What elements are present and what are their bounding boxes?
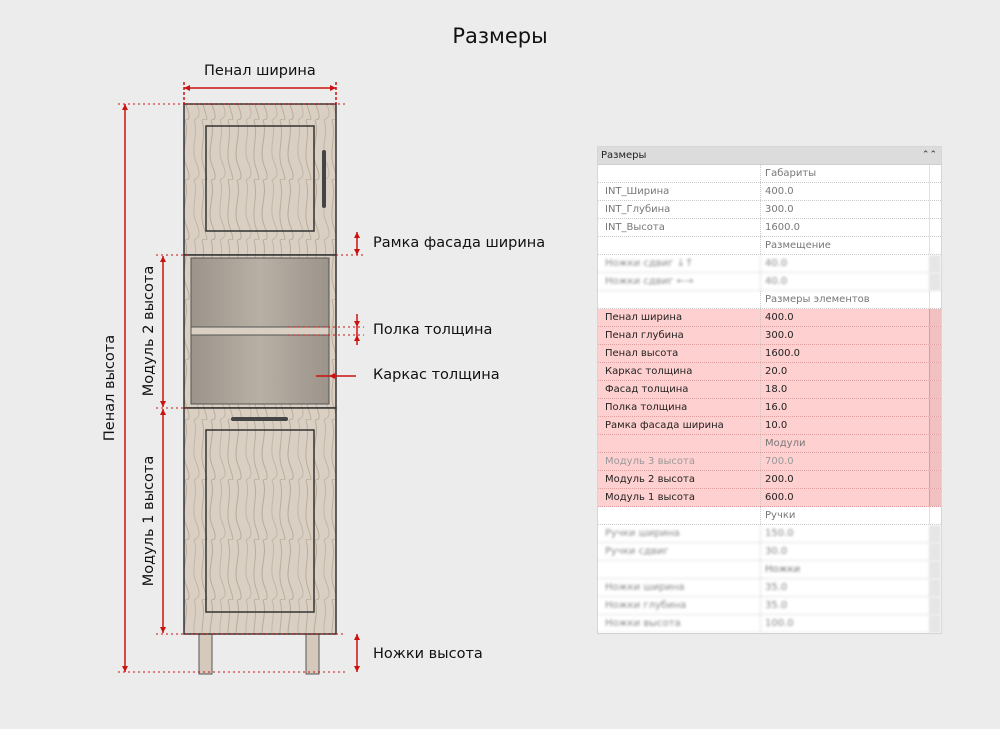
row-side-cell [929,471,941,488]
property-name: Пенал глубина [598,327,761,344]
property-row[interactable] [598,219,941,237]
page-title: Размеры [452,24,548,48]
total-height-label: Пенал высота [102,334,118,442]
property-row[interactable] [598,399,941,417]
row-side-cell [929,417,941,434]
row-side-cell [929,345,941,362]
property-value[interactable]: 30.0 [765,546,788,557]
property-name [598,507,761,524]
frame-width-label: Рамка фасада ширина [373,235,546,251]
property-name: INT_Глубина [598,201,761,218]
property-row[interactable] [598,183,941,201]
row-side-cell [929,165,941,182]
property-value[interactable]: 700.0 [765,456,794,467]
bottom-module [184,408,336,634]
row-side-cell [929,201,941,218]
properties-header[interactable]: Размеры ⌃⌃ [598,147,941,165]
property-value[interactable]: Модули [765,438,806,449]
property-name [598,561,761,578]
property-name: Ножки глубина [598,597,761,614]
property-name: Ручки сдвиг [598,543,761,560]
property-name: Фасад толщина [598,381,761,398]
row-side-cell [929,219,941,236]
top-door-handle [322,150,326,208]
shelf [191,327,329,335]
row-side-cell [929,453,941,470]
property-name: Модуль 2 высота [598,471,761,488]
property-name: Пенал ширина [598,309,761,326]
property-value[interactable]: Размещение [765,240,831,251]
row-side-cell [929,507,941,524]
property-row[interactable] [598,615,941,633]
property-value[interactable]: 10.0 [765,420,788,431]
property-row[interactable] [598,471,941,489]
row-side-cell [929,183,941,200]
row-side-cell [929,489,941,506]
property-value[interactable]: 300.0 [765,204,794,215]
row-side-cell [929,561,941,578]
property-name: Ножки высота [598,615,761,632]
property-section[interactable] [598,165,941,183]
property-section[interactable] [598,561,941,579]
module1-height-label: Модуль 1 высота [141,455,157,587]
row-side-cell [929,363,941,380]
property-value[interactable]: 600.0 [765,492,794,503]
leg-left [199,634,212,674]
property-name: Ножки сдвиг ←→ [598,273,761,290]
row-side-cell [929,381,941,398]
property-row[interactable] [598,345,941,363]
property-value[interactable]: 20.0 [765,366,788,377]
property-name: Модуль 3 высота [598,453,761,470]
row-side-cell [929,399,941,416]
property-value[interactable]: 40.0 [765,276,788,287]
row-side-cell [929,579,941,596]
property-value[interactable]: 400.0 [765,186,794,197]
property-value[interactable]: 40.0 [765,258,788,269]
property-row[interactable] [598,579,941,597]
property-name: Рамка фасада ширина [598,417,761,434]
property-section[interactable] [598,291,941,309]
property-name: Полка толщина [598,399,761,416]
property-value[interactable]: 35.0 [765,582,788,593]
property-section[interactable] [598,507,941,525]
row-side-cell [929,615,941,632]
property-value[interactable]: Габариты [765,168,817,179]
property-value[interactable]: 100.0 [765,618,794,629]
property-value[interactable]: 400.0 [765,312,794,323]
property-row[interactable] [598,381,941,399]
property-value[interactable]: Размеры элементов [765,294,870,305]
property-name: Ручки ширина [598,525,761,542]
property-name: Модуль 1 высота [598,489,761,506]
property-name [598,291,761,308]
properties-panel [597,146,942,634]
property-value[interactable]: Ножки [765,564,801,575]
property-row[interactable] [598,309,941,327]
row-side-cell [929,597,941,614]
row-side-cell [929,435,941,452]
row-side-cell [929,237,941,254]
property-value[interactable]: Ручки [765,510,796,521]
row-side-cell [929,273,941,290]
bottom-door-handle [231,417,288,421]
property-name: Пенал высота [598,345,761,362]
carcass-thickness-label: Каркас толщина [373,367,500,383]
property-section[interactable] [598,435,941,453]
shelf-thickness-label: Полка толщина [373,322,493,338]
row-side-cell [929,543,941,560]
property-value[interactable]: 16.0 [765,402,788,413]
property-name: Ножки ширина [598,579,761,596]
property-row[interactable] [598,543,941,561]
property-section[interactable] [598,237,941,255]
properties-rows [598,165,941,633]
legs-height-label: Ножки высота [373,646,483,662]
property-name: INT_Высота [598,219,761,236]
property-row[interactable] [598,525,941,543]
property-value[interactable]: 150.0 [765,528,794,539]
property-row[interactable] [598,489,941,507]
property-name: Ножки сдвиг ↓↑ [598,255,761,272]
property-name [598,237,761,254]
property-row[interactable] [598,453,941,471]
property-value[interactable]: 18.0 [765,384,788,395]
property-value[interactable]: 1600.0 [765,222,800,233]
property-name: Каркас толщина [598,363,761,380]
property-value[interactable]: 1600.0 [765,348,800,359]
property-name [598,165,761,182]
property-row[interactable] [598,417,941,435]
property-name: INT_Ширина [598,183,761,200]
property-value[interactable]: 200.0 [765,474,794,485]
property-value[interactable]: 35.0 [765,600,788,611]
row-side-cell [929,309,941,326]
row-side-cell [929,525,941,542]
row-side-cell [929,327,941,344]
row-side-cell [929,291,941,308]
property-row[interactable] [598,327,941,345]
property-value[interactable]: 300.0 [765,330,794,341]
double-chevron-up-icon[interactable]: ⌃⌃ [921,150,937,160]
property-row[interactable] [598,597,941,615]
width-label: Пенал ширина [204,63,316,79]
property-row[interactable] [598,273,941,291]
module2-height-label: Модуль 2 высота [141,265,157,397]
row-side-cell [929,255,941,272]
property-name [598,435,761,452]
property-row[interactable] [598,255,941,273]
property-row[interactable] [598,201,941,219]
leg-right [306,634,319,674]
property-row[interactable] [598,363,941,381]
